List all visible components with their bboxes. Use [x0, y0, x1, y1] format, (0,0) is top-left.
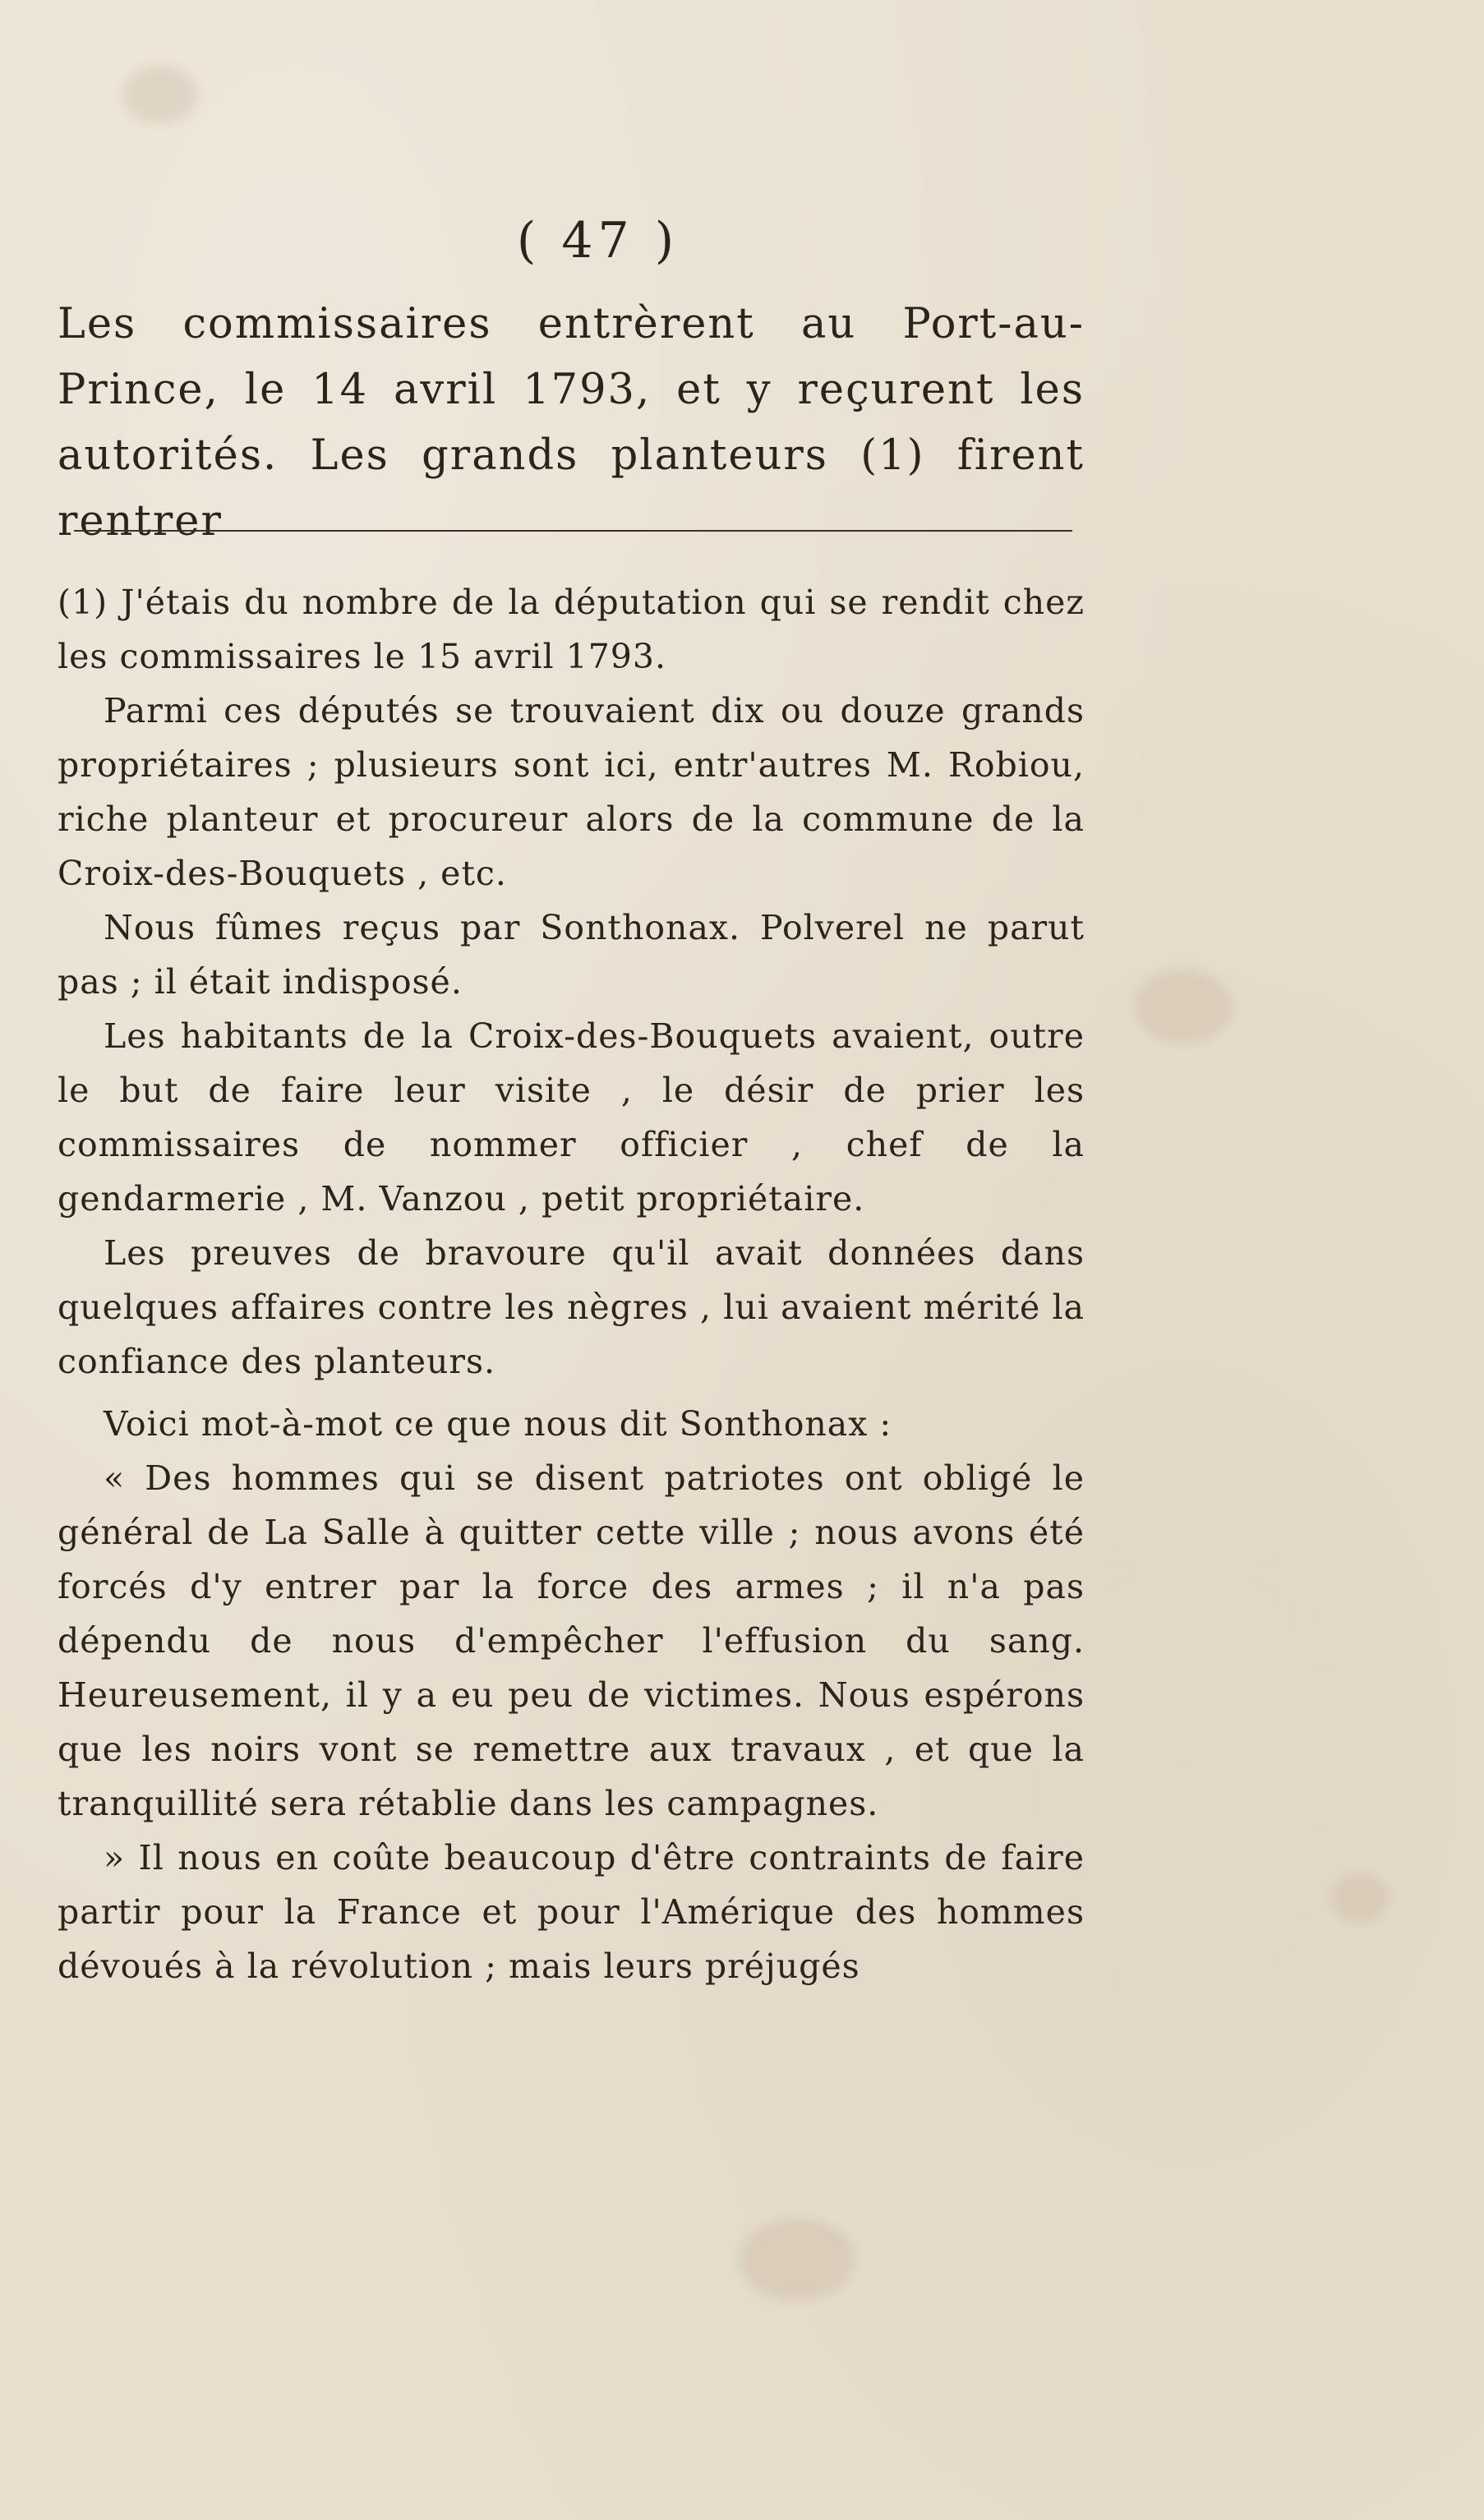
footnote-paragraph: » Il nous en coûte beaucoup d'être contraints de faire partir pour la France et pour l'Amérique des hommes dévoués à la révolution ; mais leurs préjugés [58, 1838, 1085, 1986]
paper-stain [123, 66, 197, 123]
main-text-paragraph: Les commissaires entrèrent au Port-au-Prince, le 14 avril 1793, et y reçurent les autorités. Les grands planteurs (1) firent rentrer [58, 300, 1085, 546]
footnote-paragraph: (1) J'étais du nombre de la députation qui se rendit chez les commissaires le 15 avril 1793. [58, 583, 1085, 676]
footnote-paragraph: Les preuves de bravoure qu'il avait données dans quelques affaires contre les nègres , lui avaient mérité la confiance des planteurs. [58, 1233, 1085, 1381]
footnote-paragraph: Nous fûmes reçus par Sonthonax. Polverel ne parut pas ; il était indisposé. [58, 908, 1085, 1002]
footnote-paragraph: Les habitants de la Croix-des-Bouquets avaient, outre le but de faire leur visite , le désir de prier les commissaires de nommer officier , chef de la gendarmerie , M. Vanzou , petit propriétaire. [58, 1016, 1085, 1219]
footnote-paragraph: Parmi ces députés se trouvaient dix ou douze grands propriétaires ; plusieurs sont ici, entr'autres M. Robiou, riche planteur et procureur alors de la commune de la Croix-des-Bouquets , etc. [58, 691, 1085, 893]
paper-stain [740, 2218, 855, 2301]
footnote-divider [74, 530, 1072, 532]
paper-stain [1134, 970, 1233, 1043]
footnote-paragraph: « Des hommes qui se disent patriotes ont obligé le général de La Salle à quitter cette ville ; nous avons été forcés d'y entrer par la force des armes ; il n'a pas dépendu de nous d'empêcher l'effusion du sang. Heureusement, il y a eu peu de victimes. Nous espérons que les noirs vont se remettre aux travaux , et que la tranquillité sera rétablie dans les campagnes. [58, 1458, 1085, 1823]
footnotes-section [58, 575, 1085, 1993]
page-number: ( 47 ) [516, 212, 680, 270]
footnote-paragraph: Voici mot-à-mot ce que nous dit Sonthonax : [104, 1404, 892, 1444]
paper-stain [1331, 1873, 1389, 1923]
